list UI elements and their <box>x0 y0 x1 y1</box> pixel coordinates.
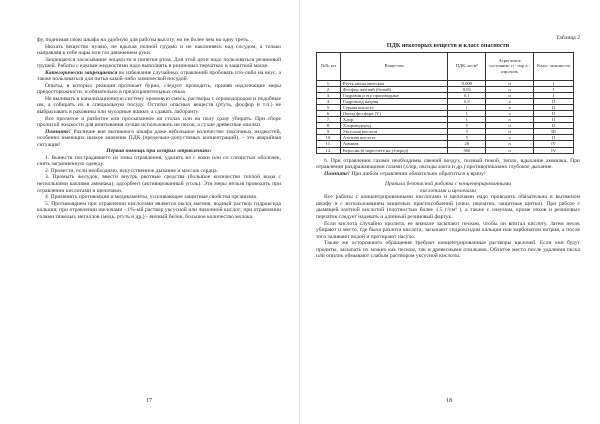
first-aid-item-4: 4. Применить противоядия и медикаменты, усиливающие защитные свойства организма. <box>45 194 258 201</box>
table-cell-number: 4. <box>317 98 341 104</box>
table-cell-number: 11. <box>317 141 341 147</box>
table-cell-state: а <box>486 135 534 141</box>
table-cell-substance: Фосфор желтый (белый) <box>340 86 447 92</box>
table-cell-hazard-class: I <box>534 86 574 92</box>
table-cell-state: а <box>486 104 534 110</box>
table-cell-state: п <box>486 86 534 92</box>
table-cell-number: 6. <box>317 110 341 116</box>
table-cell-substance: Хлор <box>340 117 447 123</box>
table-cell-mpc: 0,008 <box>448 80 486 86</box>
remember-lead: Помните! <box>45 128 71 135</box>
first-aid-item-5: 5. Противоядием при отравлении кислотами является оксид магния, водный раствор гидроксида кальция; при отравлении щелочами - 1%-ый раствор уксусной или лимонной кислот; при отравлении солями тяжелых металлов (медь, ртуть и др.) - яичный белок, большое количество молока. <box>37 200 281 220</box>
page-number-right: 18 <box>446 398 452 404</box>
table-cell-substance: Ртуть металлическая <box>340 80 447 86</box>
rules-paragraph-3: Также же осторожного обращения требуют концентрированные растворы щелочей. Если они будут пролиты, засыпать их можно как песком, так и древесными опилками. Облитое место после удаления песка или опилок обмывают слабым раствором уксусной кислоты. <box>316 240 580 260</box>
first-aid-item-1: 1. Вынести пострадавшего из зоны отравления, удалить из с кожи или со слизистых оболочек, снять загрязненную одежду. <box>37 154 281 168</box>
table-cell-state: а <box>486 98 534 104</box>
paragraph-pipette: Запрещается засасывание жидкости в пипетки ртом. Для этой цели надо пользоваться резиновой грушей. Работы с едкими жидкостями надо выполнять в резиновых перчатках и защитной маске. <box>37 56 281 70</box>
first-aid-heading: Первая помощь при острых отравлениях: <box>106 148 212 155</box>
table-cell-hazard-class: I <box>534 80 574 86</box>
remember-doctor-lead: Помните! <box>324 170 350 177</box>
mpc-table <box>316 52 574 154</box>
table-cell-mpc: 1 <box>448 117 486 123</box>
prohibition-text: во избежание случайных отравлений пробовать что-либо на вкус, а также пользоваться для питья какой-либо химической посудой. <box>37 69 281 83</box>
table-cell-hazard-class: II <box>534 110 574 116</box>
remember-doctor-text: При любом отравлении обязательно обратиться к врачу! <box>349 170 486 177</box>
paragraph-gas-poisoning: 6. При отравлении газами необходимы свежий воздух, полный покой, тепло, вдыхание аммиака. При отравлении раздражающими газами (хлор, оксиды азота и др.) противопоказано глубокое дыхание. <box>316 157 580 171</box>
rules-paragraph-1: Все работы с концентрированными кислотами и щелочами надо проводить обязательно в вытяжном шкафу и с использованием защитных приспособлений (очки, перчатки, защитные щитки). При работе с дымящей азотной кислотой (плотностью более 1,5 г/см³ ), а также с олеумом, кроме очков и резиновых перчаток следует надевать и длинный резиновый фартук. <box>316 194 580 220</box>
table-cell-state: п <box>486 129 534 135</box>
table-cell-state: п <box>486 117 534 123</box>
table-cell-hazard-class: IV <box>534 147 574 153</box>
right-page <box>300 0 600 424</box>
table-cell-substance: Гидроксид натрия <box>340 98 447 104</box>
table-cell-mpc: 5 <box>448 129 486 135</box>
paragraph-sniffing: Нюхать вещество нужно, не вдыхая полной грудью и не наклоняясь над сосудом, а только направляя к себе пары или газ движением руки. <box>37 43 281 57</box>
table-cell-mpc: 20 <box>448 141 486 147</box>
table-cell-number: 3. <box>317 92 341 98</box>
rules-title-line-2: кислотами и щелочами <box>420 187 476 194</box>
table-cell-mpc: 1 <box>448 110 486 116</box>
table-cell-hazard-class: III <box>534 129 574 135</box>
table-cell-state: п <box>486 92 534 98</box>
table-cell-hazard-class: II <box>534 123 574 129</box>
table-cell-number: 8. <box>317 123 341 129</box>
table-cell-substance: Хлороводород <box>340 123 447 129</box>
table-cell-state: п <box>486 80 534 86</box>
table-header-substance: Вещество <box>340 52 447 80</box>
rules-paragraph-2: Если кислота случайно пролита, ее вначале засыпают песком, чтобы он впитал кислоту. Затем песок убирают и место, где была разлита кислота, засыпают гидроксидом кальция или карбонатом натрия, а после того заливают водой и протирают насухо. <box>316 220 580 240</box>
table-cell-mpc: 0,03 <box>448 86 486 92</box>
page-number-left: 17 <box>146 398 152 404</box>
table-cell-mpc: 5 <box>448 135 486 141</box>
table-header-hazard-class: Класс опасности <box>534 52 574 80</box>
paragraph-prohibition <box>37 70 281 83</box>
table-cell-substance: Азотная кислота <box>340 135 447 141</box>
table-cell-hazard-class: II <box>534 104 574 110</box>
table-body <box>317 80 574 153</box>
table-cell-hazard-class: II <box>534 117 574 123</box>
table-header-mpc: ПДК, мг/м³ <box>448 52 486 80</box>
table-label: Таблица 2 <box>556 35 580 41</box>
table-cell-state: п <box>486 141 534 147</box>
table-cell-state: а <box>486 110 534 116</box>
table-cell-substance: Оксид фосфора (V) <box>340 110 447 116</box>
paragraph-remember-emergency <box>37 129 281 149</box>
paragraph-continuation: фу, поднимая свою шкафа на удобную для работы высоту, но не более чем на одну треть. <box>37 37 250 43</box>
table-header-row <box>317 52 574 80</box>
table-cell-number: 12. <box>317 147 341 153</box>
table-cell-number: 9. <box>317 129 341 135</box>
paragraph-safety-glasses: Опыты, в которых реакция протекает бурно, следует проводить, приняв надлежащие меры предосторожности, и обязательно в предохранительных очках. <box>37 82 281 96</box>
table-cell-mpc: 0,5 <box>448 98 486 104</box>
table-cell-mpc: 1 <box>448 104 486 110</box>
table-cell-number: 2. <box>317 86 341 92</box>
table-cell-state: п <box>486 147 534 153</box>
paragraph-spill-cleanup: Все пролитое и разбитое или просыпанное на столах или на полу сразу убирать. При сборе пролитой жидкости для впитывания лучше использовать не песок, а сухие древесные опилки. <box>37 115 281 129</box>
table-cell-number: 5. <box>317 104 341 110</box>
table-cell-mpc: 0,1 <box>448 92 486 98</box>
table-cell-number: 10. <box>317 135 341 141</box>
first-aid-item-3: 3. Промыть желудок, ввести внутрь рвотные средства (большое количество теплой воды с несколькими каплями аммиака), адсорбент (активированный уголь). Эти меры нельзя проводить при отравлении кислотами и щелочами. <box>37 174 281 194</box>
table-header-number: №№ пп <box>317 52 341 80</box>
remember-text: Различие вне вытяжного шкафа даже небольшое количество токсичных жидкостей, особенно имеющих низкое значение ПДК (предельно-допустимых концентраций), – это аварийная ситуация! <box>37 128 281 148</box>
table-cell-substance: Гидразин и его производные <box>340 92 447 98</box>
table-cell-hazard-class: II <box>534 98 574 104</box>
table-cell-mpc: 300 <box>448 147 486 153</box>
paragraph-sewer: Не выливать в канализационную систему хромовую смесь, растворы с сероводородом и подобные им, а собирать их в специальную посуду. Остатки опасных веществ (ртуть, фосфор и т.п.) не выбрасывать в раковины или мусорные ящики, а сдавать лаборанту. <box>37 95 281 116</box>
first-aid-item-2: 2. Провести, если необходимо, искусственное дыхание и массаж сердца. <box>45 167 219 174</box>
table-title: ПДК некоторых веществ и класс опасности <box>386 41 510 49</box>
table-cell-substance: Аммиак <box>340 141 447 147</box>
rules-title-line-1: Правила безопасной работы с концентрированными <box>384 181 512 188</box>
table-cell-mpc: 5 <box>448 123 486 129</box>
table-cell-substance: Уксусная кислота <box>340 129 447 135</box>
table-cell-substance: Керосин (в пересчете на углерод) <box>340 147 447 153</box>
table-cell-number: 7. <box>317 117 341 123</box>
table-cell-hazard-class: I <box>534 92 574 98</box>
table-cell-hazard-class: IV <box>534 141 574 147</box>
prohibition-lead: Категорически запрещается <box>45 69 118 76</box>
table-header-state: Агрегатное состояние: п - пар а - аэрозоль <box>486 52 534 80</box>
table-cell-number: 1. <box>317 80 341 86</box>
table-row <box>317 147 574 153</box>
table-cell-hazard-class: II <box>534 135 574 141</box>
table-cell-substance: Серная кислота <box>340 104 447 110</box>
table-cell-state: п <box>486 123 534 129</box>
